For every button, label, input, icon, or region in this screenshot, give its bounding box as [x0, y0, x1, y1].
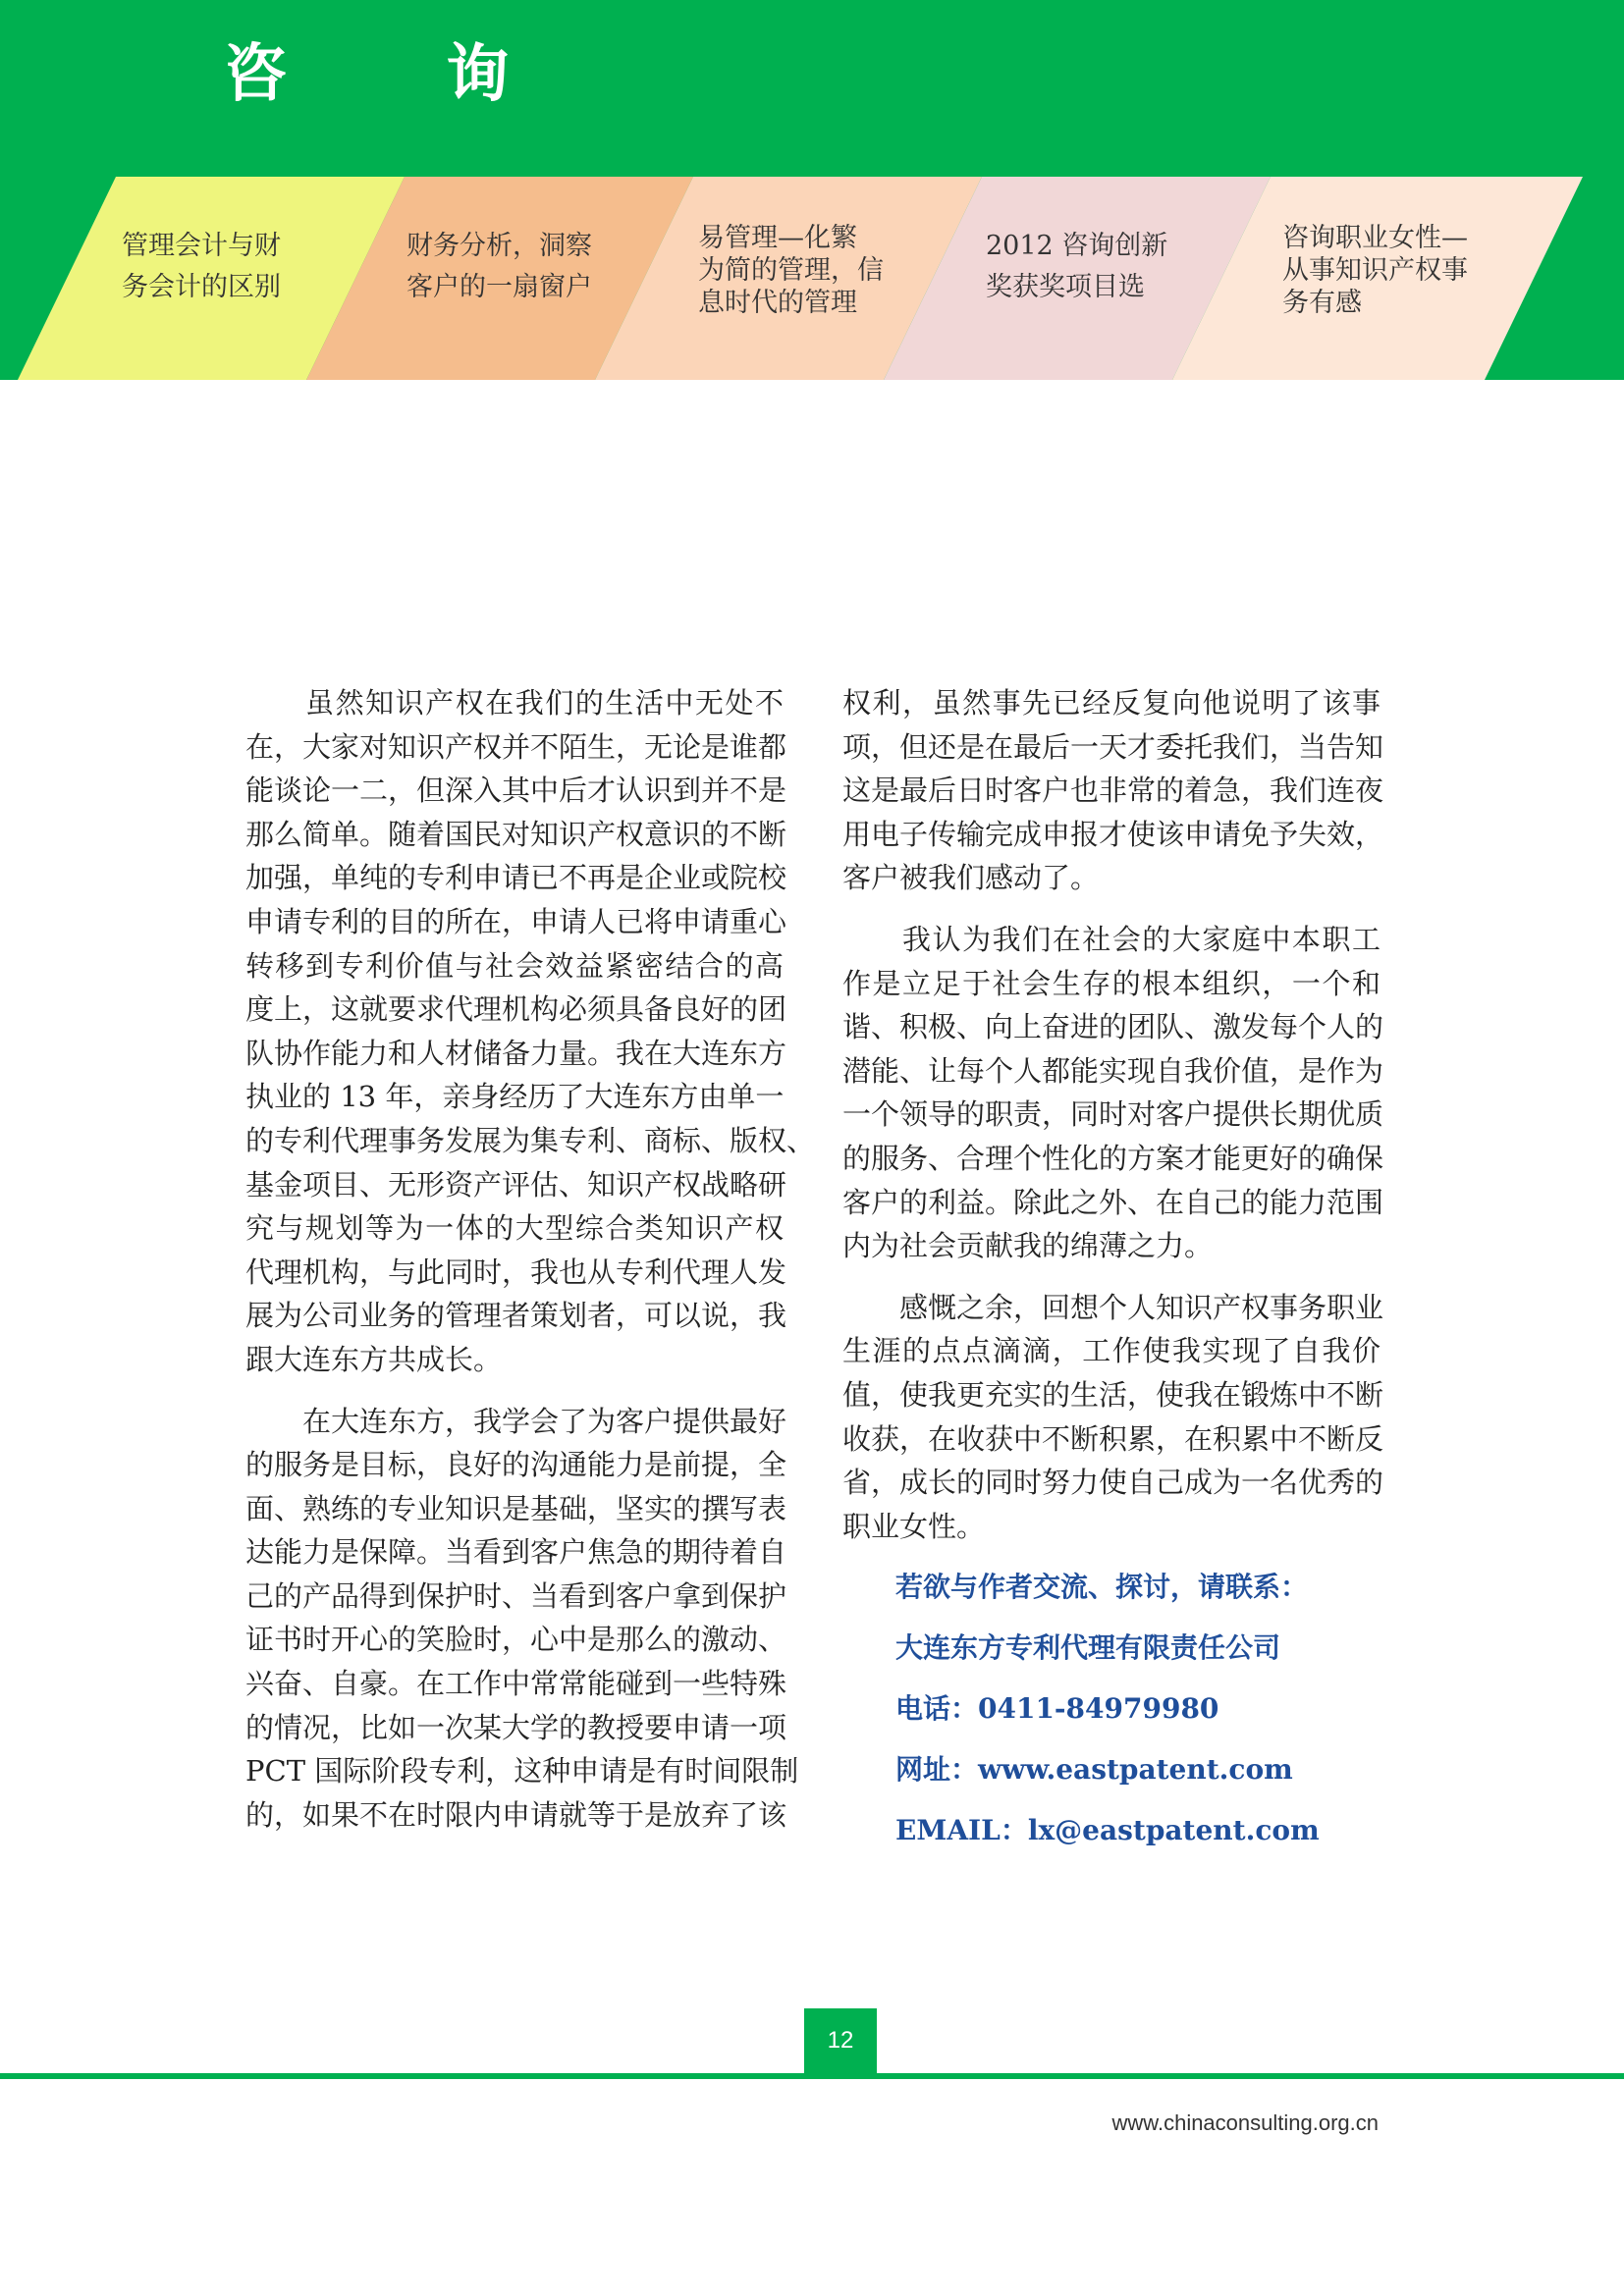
- paragraph-line: 队协作能力和人材储备力量。我在大连东方: [245, 1036, 787, 1070]
- tab-label-line: 管理会计与财: [122, 231, 281, 261]
- paragraph-gap: [842, 900, 1380, 918]
- paragraph-line: 客户被我们感动了。: [842, 861, 1100, 895]
- contact-company: 大连东方专利代理有限责任公司: [895, 1631, 1281, 1664]
- paragraph-line: 用电子传输完成申报才使该申请免予失效，: [842, 817, 1384, 851]
- paragraph-line: 的专利代理事务发展为集专利、商标、版权、: [245, 1123, 816, 1157]
- paragraph-line: 在，大家对知识产权并不陌生，无论是谁都: [245, 729, 787, 764]
- paragraph-line: 在大连东方，我学会了为客户提供最好: [245, 1404, 787, 1438]
- paragraph-line: 面、熟练的专业知识是基础，坚实的撰写表: [245, 1491, 787, 1525]
- paragraph-line: 证书时开心的笑脸时，心中是那么的激动、: [245, 1623, 787, 1657]
- tab-label-3[interactable]: [986, 226, 1167, 308]
- tab-label-line: 息时代的管理: [698, 288, 857, 318]
- paragraph-line: 职业女性。: [842, 1509, 986, 1543]
- contact-block: [895, 1557, 1320, 1861]
- contact-website[interactable]: 网址：www.eastpatent.com: [895, 1753, 1293, 1786]
- paragraph-line: 作是立足于社会生存的根本组织，一个和: [842, 966, 1380, 1000]
- paragraph-line: 跟大连东方共成长。: [245, 1342, 503, 1376]
- paragraph-line: 这是最后日时客户也非常的着急，我们连夜: [842, 774, 1384, 808]
- paragraph-line: 的，如果不在时限内申请就等于是放弃了该: [245, 1797, 787, 1832]
- article-right-column: [842, 681, 1384, 1548]
- tab-label-line: 财务分析，洞察: [406, 231, 592, 261]
- tab-label-2[interactable]: [698, 222, 884, 319]
- category-tabs: [0, 0, 1624, 380]
- paragraph-line: 权利，虽然事先已经反复向他说明了该事: [842, 686, 1380, 720]
- paragraph-line: 的情况，比如一次某大学的教授要申请一项: [245, 1710, 787, 1744]
- paragraph-gap: [245, 1382, 784, 1400]
- paragraph-line: 执业的 13 年，亲身经历了大连东方由单一: [245, 1080, 785, 1114]
- paragraph-line: 感慨之余，回想个人知识产权事务职业: [842, 1290, 1384, 1324]
- paragraph-line: 项，但还是在最后一天才委托我们，当告知: [842, 729, 1384, 764]
- tab-label-line: 易管理—化繁: [698, 223, 857, 253]
- paragraph-line: 申请专利的目的所在，申请人已将申请重心: [245, 904, 787, 938]
- paragraph-line: 一个领导的职责，同时对客户提供长期优质: [842, 1097, 1384, 1132]
- paragraph-line: 究与规划等为一体的大型综合类知识产权: [245, 1211, 784, 1246]
- paragraph-line: 内为社会贡献我的绵薄之力。: [842, 1229, 1214, 1263]
- paragraph-line: 省，成长的同时努力使自己成为一名优秀的: [842, 1466, 1384, 1500]
- paragraph-line: 谐、积极、向上奋进的团队、激发每个人的: [842, 1010, 1384, 1044]
- tab-label-line: 客户的一扇窗户: [406, 272, 592, 302]
- paragraph-line: 那么简单。随着国民对知识产权意识的不断: [245, 817, 787, 851]
- tab-label-line: 奖获奖项目选: [986, 272, 1145, 302]
- paragraph-line: 收获，在收获中不断积累，在积累中不断反: [842, 1421, 1384, 1456]
- paragraph-line: 加强，单纯的专利申请已不再是企业或院校: [245, 861, 787, 895]
- paragraph-line: 值，使我更充实的生活，使我在锻炼中不断: [842, 1377, 1384, 1412]
- paragraph-line: 代理机构，与此同时，我也从专利代理人发: [245, 1255, 787, 1289]
- paragraph-gap: [842, 1268, 1380, 1286]
- footer-url[interactable]: www.chinaconsulting.org.cn: [1111, 2110, 1379, 2135]
- paragraph-line: 能谈论一二，但深入其中后才认识到并不是: [245, 774, 787, 808]
- paragraph-line: 客户的利益。除此之外、在自己的能力范围: [842, 1185, 1384, 1219]
- contact-phone: 电话：0411-84979980: [895, 1692, 1219, 1725]
- tab-label-line: 2012 咨询创新: [986, 231, 1168, 261]
- section-title: 咨 询: [224, 37, 578, 111]
- paragraph-line: 展为公司业务的管理者策划者，可以说，我: [245, 1299, 787, 1333]
- tab-label-line: 务会计的区别: [122, 272, 281, 302]
- paragraph-line: 我认为我们在社会的大家庭中本职工: [842, 922, 1380, 956]
- contact-email[interactable]: EMAIL：lx@eastpatent.com: [895, 1814, 1320, 1846]
- tab-label-4[interactable]: [1282, 222, 1468, 319]
- paragraph-line: 生涯的点点滴滴，工作使我实现了自我价: [842, 1334, 1380, 1368]
- footer-divider: [0, 2073, 1624, 2079]
- paragraph-line: 己的产品得到保护时、当看到客户拿到保护: [245, 1578, 787, 1613]
- paragraph-line: 兴奋、自豪。在工作中常常能碰到一些特殊: [245, 1667, 787, 1701]
- article-left-column: [245, 681, 816, 1837]
- paragraph-line: 转移到专利价值与社会效益紧密结合的高: [245, 948, 784, 983]
- page-number: 12: [804, 2008, 877, 2073]
- tab-label-0[interactable]: [122, 226, 281, 308]
- tab-label-line: 为简的管理，信: [698, 255, 884, 286]
- paragraph-line: 达能力是保障。当看到客户焦急的期待着自: [245, 1535, 787, 1570]
- paragraph-line: 基金项目、无形资产评估、知识产权战略研: [245, 1167, 787, 1201]
- paragraph-line: 虽然知识产权在我们的生活中无处不: [245, 686, 784, 720]
- tab-label-line: 务有感: [1282, 288, 1362, 318]
- tab-label-1[interactable]: [406, 226, 592, 308]
- tab-label-line: 咨询职业女性—: [1282, 223, 1468, 253]
- paragraph-line: 度上，这就要求代理机构必须具备良好的团: [245, 992, 787, 1027]
- paragraph-line: PCT 国际阶段专利，这种申请是有时间限制: [245, 1754, 799, 1789]
- contact-intro: 若欲与作者交流、探讨，请联系：: [895, 1571, 1309, 1603]
- header-banner: [0, 0, 1624, 380]
- paragraph-line: 潜能、让每个人都能实现自我价值，是作为: [842, 1053, 1384, 1088]
- tab-label-line: 从事知识产权事: [1282, 255, 1468, 286]
- paragraph-line: 的服务、合理个性化的方案才能更好的确保: [842, 1141, 1384, 1175]
- paragraph-line: 的服务是目标，良好的沟通能力是前提，全: [245, 1448, 787, 1482]
